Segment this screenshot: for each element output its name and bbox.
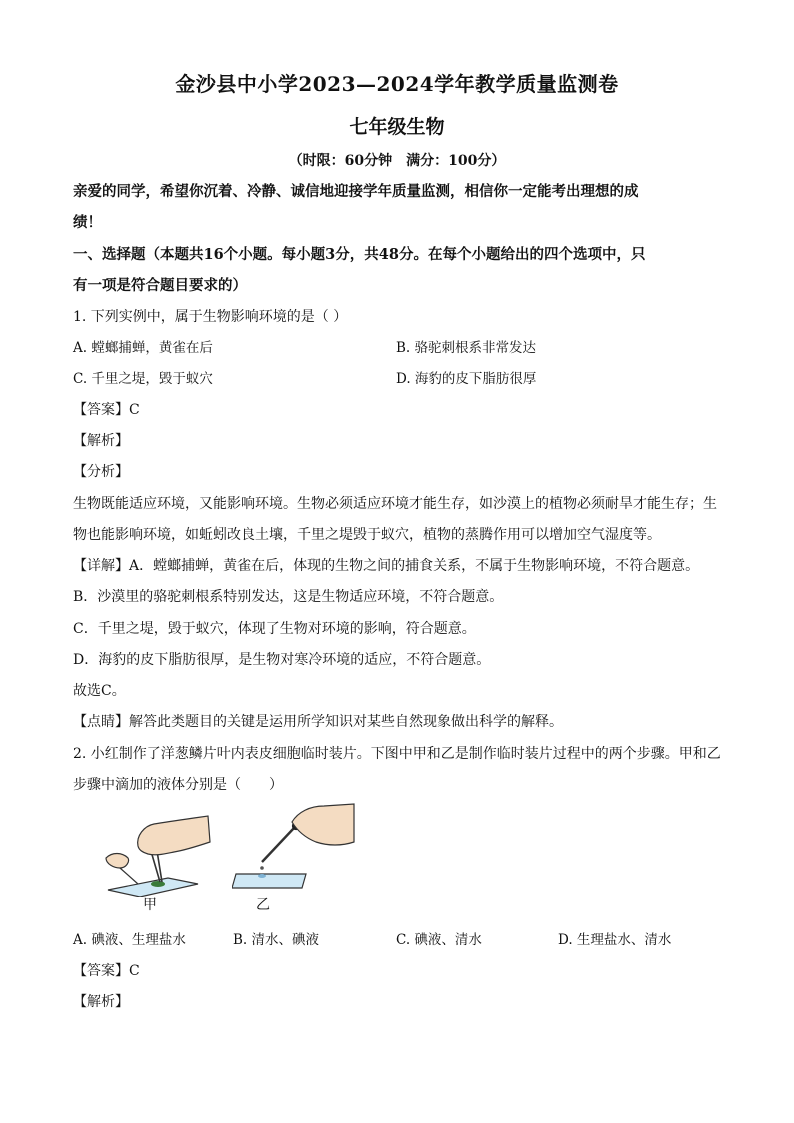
- q1-option-b: B. 骆驼刺根系非常发达: [396, 340, 537, 356]
- q1-detail-tag: 【详解】: [73, 558, 129, 574]
- q1-tip-tag: 【点睛】: [73, 714, 129, 730]
- falling-drop: [260, 866, 264, 870]
- figure-step-a: [98, 812, 216, 897]
- tissue: [151, 881, 165, 887]
- liquid-drop: [258, 874, 266, 878]
- hand-a: [138, 816, 210, 855]
- q2-stem-line-2: 步骤中滴加的液体分别是（ ）: [73, 777, 283, 793]
- q1-analysis-tag: 【解析】: [73, 433, 129, 449]
- q2-option-b: B. 清水、碘液: [233, 932, 320, 948]
- figure-step-b: [232, 802, 356, 894]
- exam-title: 金沙县中小学2023—2024学年教学质量监测卷: [175, 72, 619, 96]
- q1-conclusion: 故选C。: [73, 683, 126, 699]
- q2-analysis-tag: 【解析】: [73, 994, 129, 1010]
- q1-option-c: C. 千里之堤，毁于蚁穴: [73, 371, 213, 387]
- q1-answer: 【答案】C: [73, 402, 140, 418]
- intro-line-1: 亲爱的同学，希望你沉着、冷静、诚信地迎接学年质量监测，相信你一定能考出理想的成: [73, 183, 639, 200]
- q1-detail-a-text: A．螳螂捕蝉，黄雀在后，体现的生物之间的捕食关系，不属于生物影响环境，不符合题意。: [129, 558, 700, 574]
- q1-fenxi-line-1: 生物既能适应环境，又能影响环境。生物必须适应环境才能生存，如沙漠上的植物必须耐旱才能生存；生: [73, 496, 717, 512]
- q1-option-a: A. 螳螂捕蝉，黄雀在后: [73, 340, 213, 356]
- q2-option-c: C. 碘液、清水: [396, 932, 482, 948]
- q1-tip-text: 解答此类题目的关键是运用所学知识对某些自然现象做出科学的解释。: [129, 714, 563, 730]
- figure-label-a: 甲: [143, 897, 157, 913]
- q1-fenxi-tag: 【分析】: [73, 464, 129, 480]
- section1-line-2: 有一项是符合题目要求的）: [73, 277, 247, 294]
- hand-a-left: [106, 854, 129, 869]
- q1-option-d: D. 海豹的皮下脂肪很厚: [396, 371, 537, 387]
- q2-answer: 【答案】C: [73, 963, 140, 979]
- intro-line-2: 绩！: [73, 214, 102, 231]
- q2-option-a: A. 碘液、生理盐水: [73, 932, 186, 948]
- q1-detail-a: [73, 556, 723, 576]
- q1-stem: 1. 下列实例中，属于生物影响环境的是（ ）: [73, 309, 348, 325]
- exam-info: （时限：60分钟 满分：100分）: [288, 153, 506, 169]
- section1-line-1: 一、选择题（本题共16个小题。每小题3分，共48分。在每个小题给出的四个选项中，只: [73, 246, 646, 263]
- figure-label-b: 乙: [256, 897, 270, 913]
- q1-tip: [73, 712, 723, 732]
- slide: [232, 874, 306, 888]
- q2-option-d: D. 生理盐水、清水: [558, 932, 672, 948]
- needle: [120, 868, 138, 884]
- q1-detail-c: C．千里之堤，毁于蚁穴，体现了生物对环境的影响，符合题意。: [73, 621, 476, 637]
- q1-detail-d: D．海豹的皮下脂肪很厚，是生物对寒冷环境的适应，不符合题意。: [73, 652, 491, 668]
- q2-stem-line-1: 2. 小红制作了洋葱鳞片叶内表皮细胞临时装片。下图中甲和乙是制作临时装片过程中的两个步骤。甲和乙: [73, 746, 721, 762]
- hand-b: [292, 804, 354, 845]
- q1-detail-b: B．沙漠里的骆驼刺根系特别发达，这是生物适应环境，不符合题意。: [73, 589, 504, 605]
- q1-fenxi-line-2: 物也能影响环境，如蚯蚓改良土壤，千里之堤毁于蚁穴，植物的蒸腾作用可以增加空气湿度等。: [73, 527, 661, 543]
- dropper: [262, 828, 294, 862]
- subject-title: 七年级生物: [349, 116, 445, 138]
